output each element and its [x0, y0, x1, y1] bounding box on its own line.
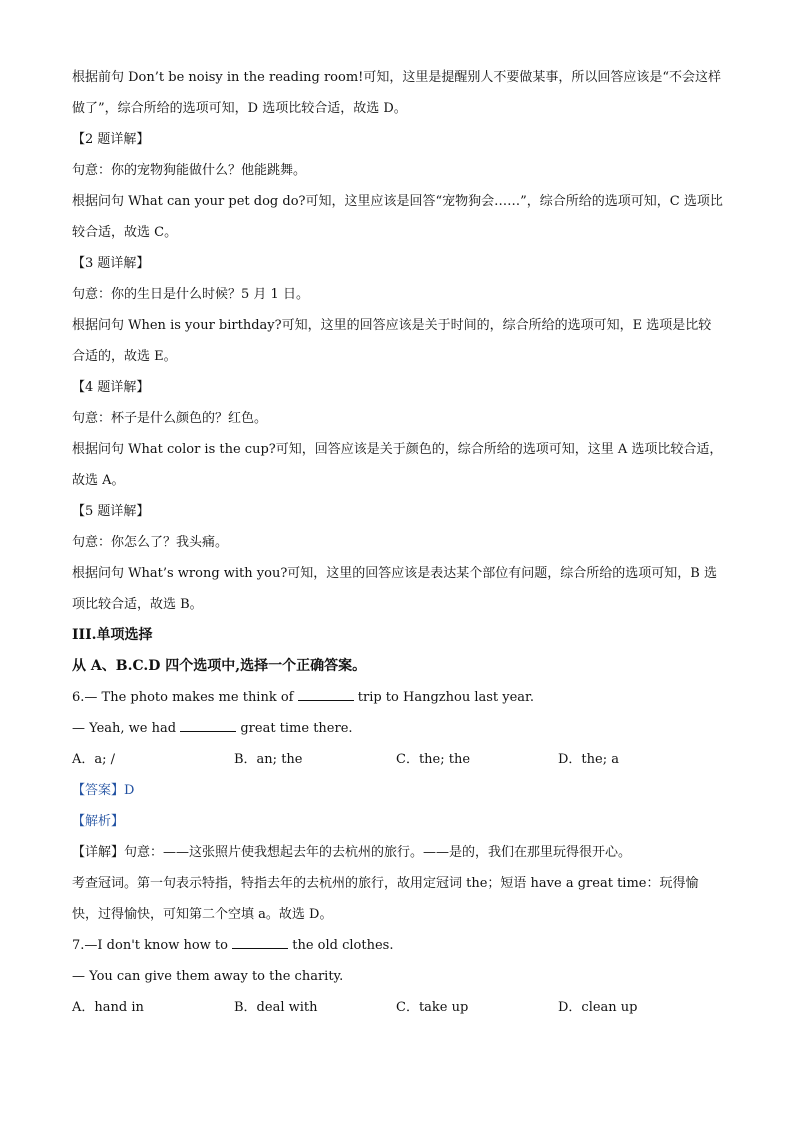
q6-blank-1 — [298, 687, 354, 701]
q6-option-a: A．a; / — [72, 752, 116, 767]
q4-meaning: 句意：杯子是什么颜色的？红色。 — [72, 411, 268, 426]
q3-meaning: 句意：你的生日是什么时候？5 月 1 日。 — [72, 287, 309, 302]
q6-blank-2 — [180, 718, 236, 732]
q2-detail-heading: 【2 题详解】 — [72, 132, 150, 147]
q6-options — [72, 744, 724, 775]
section-instruction: 从 A、B.C.D 四个选项中,选择一个正确答案。 — [72, 658, 367, 674]
q7-line1 — [72, 930, 724, 961]
q2-meaning: 句意：你的宠物狗能做什么？他能跳舞。 — [72, 163, 307, 178]
q6-line1 — [72, 682, 724, 713]
q7-line1-pre: 7.—I don't know how to — [72, 938, 233, 953]
q7-line2: — You can give them away to the charity. — [72, 969, 344, 984]
q4-detail-heading: 【4 题详解】 — [72, 380, 150, 395]
q6-line1-pre: 6.— The photo makes me think of — [72, 690, 298, 705]
q3-explanation: 根据问句 When is your birthday?可知，这里的回答应该是关于时间的，综合所给的选项可知，E 选项是比较合适的，故选 E。 — [72, 318, 712, 364]
q6-analysis-label: 【解析】 — [72, 814, 125, 829]
q7-option-b: B．deal with — [234, 1000, 318, 1015]
q6-option-b: B．an; the — [234, 752, 303, 767]
q6-explanation: 考查冠词。第一句表示特指，特指去年的去杭州的旅行，故用定冠词 the；短语 have a great time：玩得愉快，过得愉快，可知第二个空填 a。故选 D。 — [72, 876, 699, 922]
q7-option-d: D．clean up — [558, 1000, 638, 1015]
q6-line2 — [72, 713, 724, 744]
q4-explanation: 根据问句 What color is the cup?可知，回答应该是关于颜色的，综合所给的选项可知，这里 A 选项比较合适，故选 A。 — [72, 442, 723, 488]
q2-explanation: 根据问句 What can your pet dog do?可知，这里应该是回答“宠物狗会……”，综合所给的选项可知，C 选项比较合适，故选 C。 — [72, 194, 723, 240]
q7-line1-post: the old clothes. — [288, 938, 394, 953]
q6-line2-pre: — Yeah, we had — [72, 721, 181, 736]
q5-explanation: 根据问句 What’s wrong with you?可知，这里的回答应该是表达某个部位有问题，综合所给的选项可知，B 选项比较合适，故选 B。 — [72, 566, 717, 612]
explanation-q1: 根据前句 Don’t be noisy in the reading room!可知，这里是提醒别人不要做某事，所以回答应该是“不会这样做了”，综合所给的选项可知，D 选项比较合适，故选 D。 — [72, 70, 722, 116]
q6-line1-post: trip to Hangzhou last year. — [353, 690, 534, 705]
q7-option-c: C．take up — [396, 1000, 469, 1015]
q6-detail: 【详解】句意：——这张照片使我想起去年的去杭州的旅行。——是的，我们在那里玩得很开心。 — [72, 845, 632, 860]
q3-detail-heading: 【3 题详解】 — [72, 256, 150, 271]
q5-meaning: 句意：你怎么了？我头痛。 — [72, 535, 229, 550]
q6-option-d: D．the; a — [558, 752, 619, 767]
q6-option-c: C．the; the — [396, 752, 471, 767]
q5-detail-heading: 【5 题详解】 — [72, 504, 150, 519]
q7-options — [72, 992, 724, 1023]
q7-option-a: A．hand in — [72, 1000, 144, 1015]
document-page — [72, 62, 724, 1023]
section-title: III.单项选择 — [72, 627, 153, 643]
q6-answer: 【答案】D — [72, 783, 135, 798]
q7-blank — [232, 935, 288, 949]
q6-line2-post: great time there. — [236, 721, 353, 736]
